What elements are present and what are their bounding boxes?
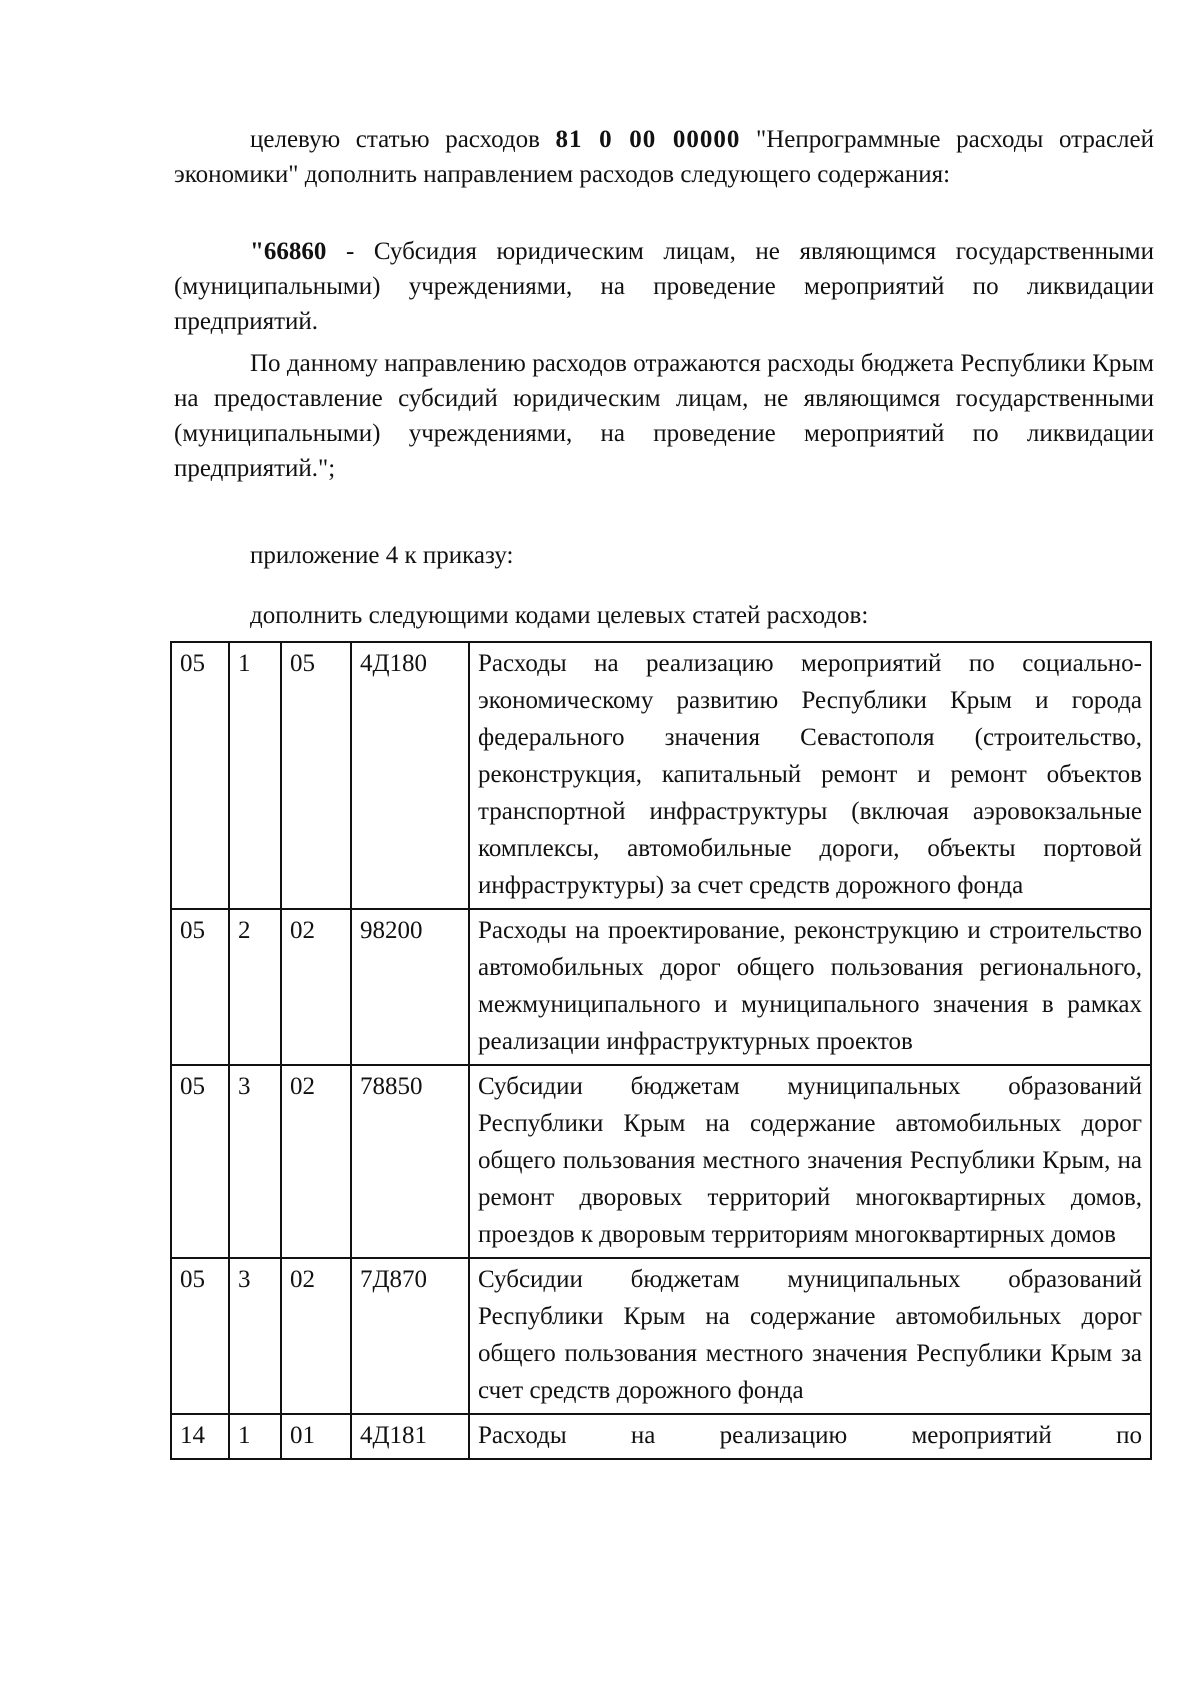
target-article-codes-table (170, 641, 1152, 1460)
paragraph-target-article (174, 122, 1154, 192)
expense-direction-text: - Субсидия юридическим лицам, не являющимся государственными (муниципальными) учреждениями, на проведение мероприятий по ликвидации предприятий. (174, 238, 1154, 335)
table-cell-c4: 4Д180 (351, 642, 469, 909)
table-cell-description: Расходы на реализацию мероприятий по социально-экономическому развитию Республики Крым и города федерального значения Севастополя (строительство, реконструкция, капитальный ремонт и ремонт объектов транспортной инфраструктуры (включая аэровокзальные комплексы, автомобильные дороги, объекты портовой инфраструктуры) за счет средств дорожного фонда (469, 642, 1151, 909)
paragraph-expense-direction (174, 234, 1154, 339)
table-cell-c2: 2 (229, 909, 281, 1065)
table-intro: дополнить следующими кодами целевых статей расходов: (250, 602, 869, 629)
table-row (171, 642, 1151, 909)
table-cell-c2: 3 (229, 1258, 281, 1414)
table-cell-c1: 05 (171, 642, 229, 909)
table-cell-c2: 1 (229, 1414, 281, 1459)
table-cell-c4: 98200 (351, 909, 469, 1065)
appendix-heading: приложение 4 к приказу: (250, 542, 514, 569)
table-cell-c3: 02 (281, 1065, 351, 1258)
table-cell-description: Расходы на реализацию мероприятий по (469, 1414, 1151, 1459)
paragraph-target-article-prefix: целевую статью расходов (250, 126, 556, 153)
table-cell-description: Субсидии бюджетам муниципальных образований Республики Крым на содержание автомобильных дорог общего пользования местного значения Республики Крым за счет средств дорожного фонда (469, 1258, 1151, 1414)
paragraph-target-article-suffix: "Непрограммные расходы отраслей экономики" дополнить направлением расходов следующего содержания: (174, 126, 1154, 188)
table-cell-c1: 05 (171, 909, 229, 1065)
table-cell-c3: 02 (281, 1258, 351, 1414)
table-cell-c4: 78850 (351, 1065, 469, 1258)
table-cell-c1: 05 (171, 1258, 229, 1414)
table-cell-c1: 05 (171, 1065, 229, 1258)
table-row (171, 1258, 1151, 1414)
table-row (171, 1414, 1151, 1459)
table-cell-c3: 01 (281, 1414, 351, 1459)
table-cell-c3: 05 (281, 642, 351, 909)
expense-direction-code: "66860 (250, 238, 327, 265)
target-article-code: 81 0 00 00000 (555, 126, 741, 153)
table-cell-c1: 14 (171, 1414, 229, 1459)
table-row (171, 1065, 1151, 1258)
table-row (171, 909, 1151, 1065)
table-cell-description: Субсидии бюджетам муниципальных образований Республики Крым на содержание автомобильных дорог общего пользования местного значения Республики Крым, на ремонт дворовых территорий многоквартирных домов, проездов к дворовым территориям многоквартирных домов (469, 1065, 1151, 1258)
table-cell-c3: 02 (281, 909, 351, 1065)
table-cell-description: Расходы на проектирование, реконструкцию и строительство автомобильных дорог общего пользования регионального, межмуниципального и муниципального значения в рамках реализации инфраструктурных проектов (469, 909, 1151, 1065)
table-cell-c2: 3 (229, 1065, 281, 1258)
table-cell-c4: 7Д870 (351, 1258, 469, 1414)
table-cell-c2: 1 (229, 642, 281, 909)
table-cell-c4: 4Д181 (351, 1414, 469, 1459)
paragraph-direction-description: По данному направлению расходов отражаются расходы бюджета Республики Крым на предоставление субсидий юридическим лицам, не являющимся государственными (муниципальными) учреждениями, на проведение мероприятий по ликвидации предприятий."; (174, 350, 1154, 482)
